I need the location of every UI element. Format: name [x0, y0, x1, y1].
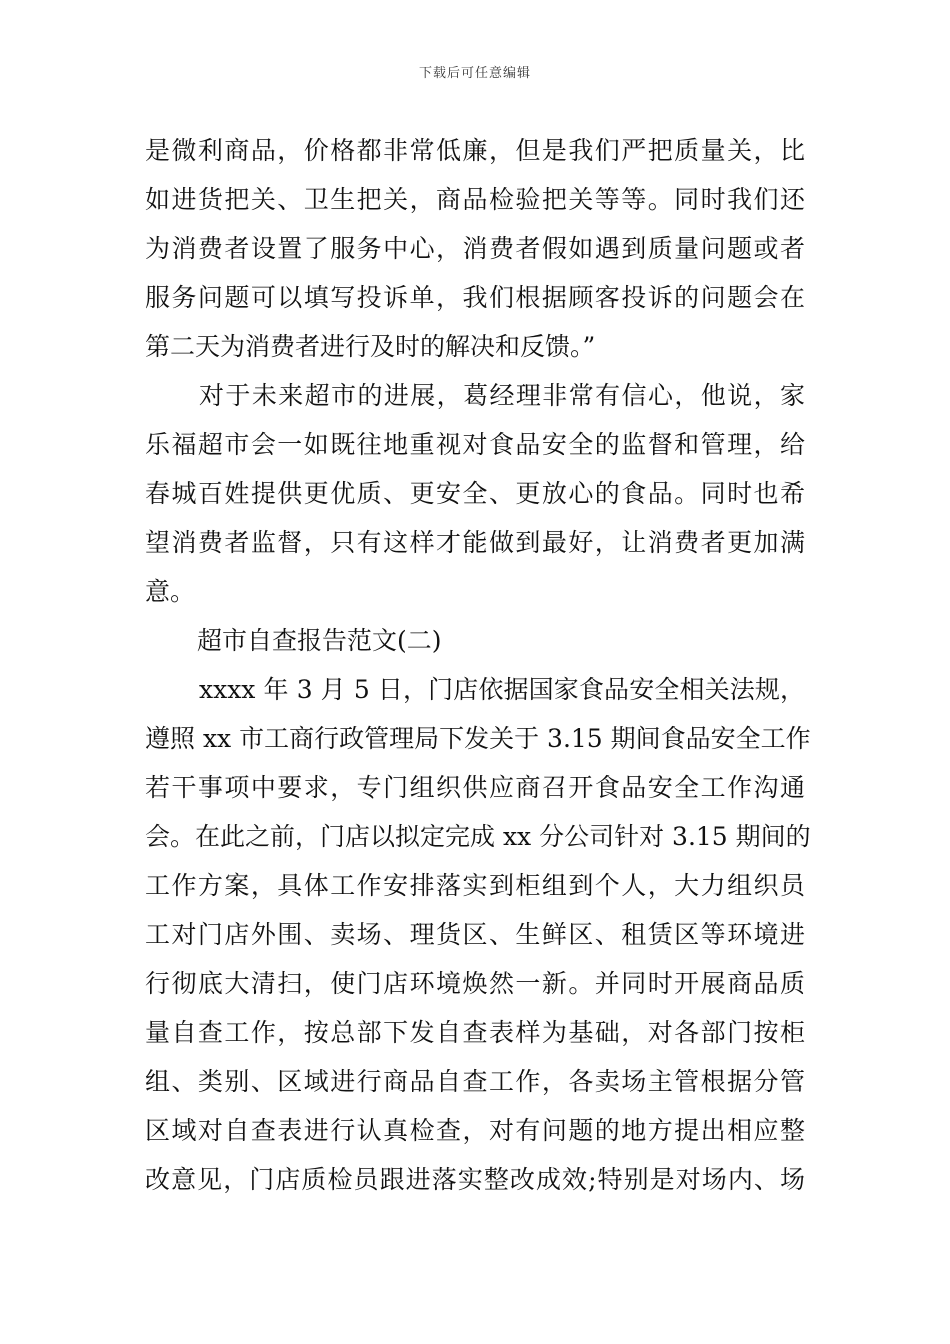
section-heading — [145, 616, 805, 665]
text-line: 区域对自查表进行认真检查，对有问题的地方提出相应整 — [145, 1116, 805, 1145]
text-line: 第二天为消费者进行及时的解决和反馈。” — [145, 332, 596, 361]
text-line: 行彻底大清扫，使门店环境焕然一新。并同时开展商品质 — [145, 969, 805, 998]
text-line: 工作方案，具体工作安排落实到柜组到个人，大力组织员 — [145, 871, 805, 900]
document-body — [145, 126, 811, 1204]
text-line: 为消费者设置了服务中心，消费者假如遇到质量问题或者 — [145, 234, 805, 263]
text-line: 改意见，门店质检员跟进落实整改成效;特别是对场内、场 — [145, 1165, 805, 1194]
text-line: 会。在此之前，门店以拟定完成 xx 分公司针对 3.15 期间的 — [145, 822, 811, 851]
paragraph-2 — [145, 371, 805, 616]
text-line: 工对门店外围、卖场、理货区、生鲜区、租赁区等环境进 — [145, 920, 805, 949]
text-line: xxxx 年 3 月 5 日，门店依据国家食品安全相关法规， — [199, 675, 805, 704]
text-line: 望消费者监督，只有这样才能做到最好，让消费者更加满 — [145, 528, 805, 557]
text-line: 春城百姓提供更优质、更安全、更放心的食品。同时也希 — [145, 479, 805, 508]
text-line: 若干事项中要求，专门组织供应商召开食品安全工作沟通 — [145, 773, 805, 802]
text-line: 是微利商品，价格都非常低廉，但是我们严把质量关，比 — [145, 136, 805, 165]
text-line: 如进货把关、卫生把关，商品检验把关等等。同时我们还 — [145, 185, 805, 214]
text-line: 遵照 xx 市工商行政管理局下发关于 3.15 期间食品安全工作 — [145, 724, 811, 753]
text-line: 意。 — [145, 577, 196, 606]
text-line: 乐福超市会一如既往地重视对食品安全的监督和管理，给 — [145, 430, 805, 459]
text-line: 服务问题可以填写投诉单，我们根据顾客投诉的问题会在 — [145, 283, 805, 312]
heading-text: 超市自查报告范文(二) — [197, 626, 442, 655]
paragraph-3 — [145, 665, 811, 1204]
text-line: 组、类别、区域进行商品自查工作，各卖场主管根据分管 — [145, 1067, 805, 1096]
page-header: 下载后可任意编辑 — [418, 66, 531, 81]
text-line: 量自查工作，按总部下发自查表样为基础，对各部门按柜 — [145, 1018, 805, 1047]
paragraph-1 — [145, 126, 805, 371]
text-line: 对于未来超市的进展，葛经理非常有信心，他说，家 — [199, 381, 805, 410]
